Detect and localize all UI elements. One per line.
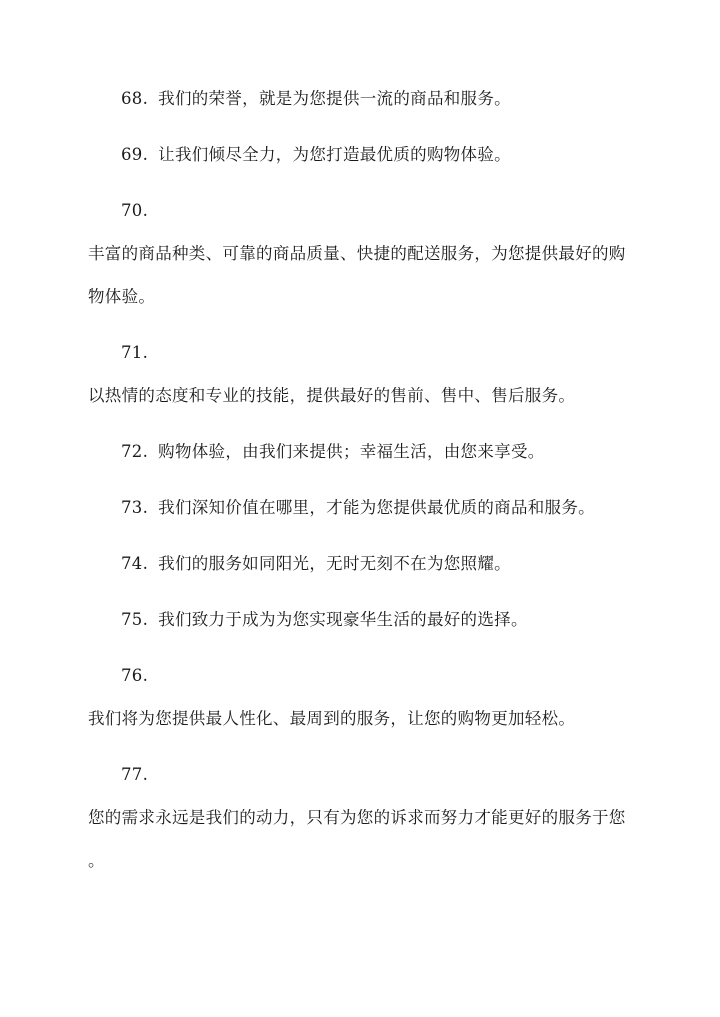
item-number-70: 70. (121, 201, 149, 220)
list-item-72 (121, 442, 545, 462)
item-number: 74. (121, 554, 149, 573)
item-text-70-line2: 物体验。 (88, 287, 156, 306)
item-number-76: 76. (121, 666, 149, 685)
item-text: 我们致力于成为为您实现豪华生活的最好的选择。 (158, 610, 528, 629)
list-item-75 (121, 610, 528, 630)
item-number: 75. (121, 610, 149, 629)
item-number-77: 77. (121, 765, 149, 784)
item-number-71: 71. (121, 343, 149, 362)
item-number: 73. (121, 498, 149, 517)
item-text: 购物体验，由我们来提供；幸福生活，由您来享受。 (158, 442, 545, 461)
item-text-70-line1: 丰富的商品种类、可靠的商品质量、快捷的配送服务，为您提供最好的购 (88, 244, 626, 263)
list-item-69 (121, 145, 511, 165)
item-text: 我们深知价值在哪里，才能为您提供最优质的商品和服务。 (158, 498, 595, 517)
item-text-71: 以热情的态度和专业的技能，提供最好的售前、售中、售后服务。 (88, 386, 576, 405)
item-text-77-line2: 。 (88, 851, 105, 870)
list-item-73 (121, 498, 595, 518)
item-text: 我们的荣誉，就是为您提供一流的商品和服务。 (158, 89, 511, 108)
item-number: 69. (121, 145, 149, 164)
item-number: 72. (121, 442, 149, 461)
item-text: 让我们倾尽全力，为您打造最优质的购物体验。 (158, 145, 511, 164)
item-text-77-line1: 您的需求永远是我们的动力，只有为您的诉求而努力才能更好的服务于您 (88, 808, 626, 827)
item-number: 68. (121, 89, 149, 108)
item-text: 我们的服务如同阳光，无时无刻不在为您照耀。 (158, 554, 511, 573)
item-text-76: 我们将为您提供最人性化、最周到的服务，让您的购物更加轻松。 (88, 709, 576, 728)
list-item-68 (121, 89, 511, 109)
list-item-74 (121, 554, 511, 574)
